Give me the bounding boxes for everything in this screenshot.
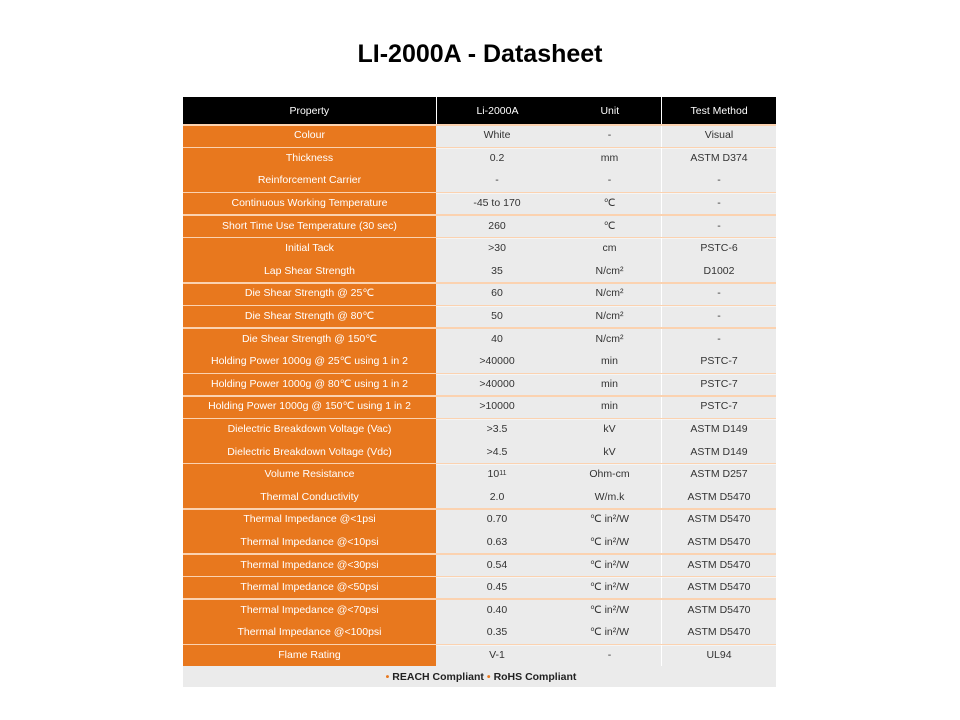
property-cell: Die Shear Strength @ 80℃ [183, 305, 436, 328]
property-cell: Thickness [183, 147, 436, 170]
table-row [183, 440, 776, 463]
value-cell: 60 [436, 282, 558, 305]
value-cell: 0.45 [436, 576, 558, 599]
table-row [183, 463, 776, 486]
value-cell: >3.5 [436, 418, 558, 441]
table-row [183, 305, 776, 328]
test-method-cell: ASTM D5470 [661, 486, 776, 509]
property-cell: Lap Shear Strength [183, 260, 436, 283]
test-method-cell: ASTM D5470 [661, 576, 776, 599]
value-cell: 50 [436, 305, 558, 328]
unit-cell: ℃ [558, 192, 661, 215]
table-row [183, 282, 776, 305]
value-cell: 0.35 [436, 621, 558, 644]
unit-cell: kV [558, 418, 661, 441]
unit-cell: N/cm² [558, 260, 661, 283]
unit-cell: min [558, 395, 661, 418]
value-cell: 0.63 [436, 531, 558, 554]
value-cell: - [436, 169, 558, 192]
unit-cell: cm [558, 237, 661, 260]
table-row [183, 214, 776, 237]
value-cell: >40000 [436, 350, 558, 373]
table-row [183, 621, 776, 644]
test-method-cell: ASTM D5470 [661, 598, 776, 621]
value-cell: -45 to 170 [436, 192, 558, 215]
property-cell: Holding Power 1000g @ 80℃ using 1 in 2 [183, 373, 436, 396]
unit-cell: N/cm² [558, 282, 661, 305]
unit-cell: - [558, 124, 661, 147]
property-cell: Short Time Use Temperature (30 sec) [183, 214, 436, 237]
unit-cell: ℃ in²/W [558, 598, 661, 621]
value-cell: V-1 [436, 644, 558, 667]
property-cell: Thermal Impedance @<50psi [183, 576, 436, 599]
test-method-cell: PSTC-7 [661, 373, 776, 396]
table-row [183, 395, 776, 418]
unit-cell: min [558, 350, 661, 373]
table-row [183, 124, 776, 147]
table-row [183, 327, 776, 350]
test-method-cell: ASTM D374 [661, 147, 776, 170]
test-method-cell: - [661, 169, 776, 192]
compliance-footer [183, 666, 776, 687]
property-cell: Flame Rating [183, 644, 436, 667]
test-method-cell: ASTM D149 [661, 418, 776, 441]
unit-cell: ℃ in²/W [558, 508, 661, 531]
table-row [183, 531, 776, 554]
value-cell: White [436, 124, 558, 147]
reach-compliant: REACH Compliant [392, 670, 484, 683]
table-header-row [183, 97, 776, 124]
test-method-cell: - [661, 214, 776, 237]
unit-cell: ℃ in²/W [558, 621, 661, 644]
unit-cell: W/m.k [558, 486, 661, 509]
unit-cell: min [558, 373, 661, 396]
test-method-cell: ASTM D5470 [661, 621, 776, 644]
test-method-cell: PSTC-7 [661, 350, 776, 373]
property-cell: Dielectric Breakdown Voltage (Vac) [183, 418, 436, 441]
table-row [183, 553, 776, 576]
datasheet-table [183, 97, 776, 687]
property-cell: Holding Power 1000g @ 25℃ using 1 in 2 [183, 350, 436, 373]
value-cell: 0.70 [436, 508, 558, 531]
unit-cell: - [558, 169, 661, 192]
property-cell: Thermal Impedance @<100psi [183, 621, 436, 644]
page-title: LI-2000A - Datasheet [357, 40, 603, 68]
rohs-compliant: RoHS Compliant [493, 670, 577, 683]
value-cell: >30 [436, 237, 558, 260]
unit-cell: mm [558, 147, 661, 170]
property-cell: Thermal Impedance @<30psi [183, 553, 436, 576]
table-row [183, 350, 776, 373]
property-cell: Thermal Impedance @<1psi [183, 508, 436, 531]
value-cell: >4.5 [436, 440, 558, 463]
table-row [183, 644, 776, 667]
property-cell: Die Shear Strength @ 25℃ [183, 282, 436, 305]
unit-cell: N/cm² [558, 305, 661, 328]
test-method-cell: D1002 [661, 260, 776, 283]
table-row [183, 169, 776, 192]
table-row [183, 598, 776, 621]
test-method-cell: ASTM D5470 [661, 553, 776, 576]
test-method-cell: - [661, 282, 776, 305]
unit-cell: ℃ in²/W [558, 531, 661, 554]
property-cell: Thermal Conductivity [183, 486, 436, 509]
test-method-cell: - [661, 192, 776, 215]
value-cell: 0.54 [436, 553, 558, 576]
unit-cell: ℃ [558, 214, 661, 237]
value-cell: 10 11 [436, 463, 558, 486]
value-cell: 40 [436, 327, 558, 350]
value-cell: >40000 [436, 373, 558, 396]
test-method-cell: PSTC-6 [661, 237, 776, 260]
value-cell: 260 [436, 214, 558, 237]
property-cell: Thermal Impedance @<70psi [183, 598, 436, 621]
unit-cell: N/cm² [558, 327, 661, 350]
header-unit: Unit [558, 97, 661, 124]
bullet-icon: • [385, 670, 390, 683]
header-property: Property [183, 97, 437, 124]
test-method-cell: Visual [661, 124, 776, 147]
table-row [183, 576, 776, 599]
property-cell: Colour [183, 124, 436, 147]
test-method-cell: ASTM D149 [661, 440, 776, 463]
unit-cell: ℃ in²/W [558, 576, 661, 599]
value-cell: >10000 [436, 395, 558, 418]
unit-cell: kV [558, 440, 661, 463]
table-row [183, 147, 776, 170]
property-cell: Reinforcement Carrier [183, 169, 436, 192]
test-method-cell: PSTC-7 [661, 395, 776, 418]
test-method-cell: UL94 [661, 644, 776, 667]
value-cell: 0.40 [436, 598, 558, 621]
header-test-method: Test Method [661, 97, 776, 124]
property-cell: Initial Tack [183, 237, 436, 260]
bullet-icon: • [486, 670, 491, 683]
property-cell: Continuous Working Temperature [183, 192, 436, 215]
table-row [183, 508, 776, 531]
property-cell: Dielectric Breakdown Voltage (Vdc) [183, 440, 436, 463]
table-row [183, 486, 776, 509]
test-method-cell: ASTM D5470 [661, 531, 776, 554]
test-method-cell: ASTM D5470 [661, 508, 776, 531]
table-row [183, 237, 776, 260]
table-row [183, 192, 776, 215]
table-body [183, 124, 776, 666]
value-cell: 35 [436, 260, 558, 283]
test-method-cell: ASTM D257 [661, 463, 776, 486]
table-row [183, 373, 776, 396]
property-cell: Thermal Impedance @<10psi [183, 531, 436, 554]
value-cell: 2.0 [436, 486, 558, 509]
unit-cell: ℃ in²/W [558, 553, 661, 576]
value-cell: 0.2 [436, 147, 558, 170]
property-cell: Volume Resistance [183, 463, 436, 486]
test-method-cell: - [661, 305, 776, 328]
unit-cell: Ohm-cm [558, 463, 661, 486]
table-row [183, 260, 776, 283]
test-method-cell: - [661, 327, 776, 350]
property-cell: Holding Power 1000g @ 150℃ using 1 in 2 [183, 395, 436, 418]
unit-cell: - [558, 644, 661, 667]
property-cell: Die Shear Strength @ 150℃ [183, 327, 436, 350]
header-value: Li-2000A [437, 97, 559, 124]
table-row [183, 418, 776, 441]
